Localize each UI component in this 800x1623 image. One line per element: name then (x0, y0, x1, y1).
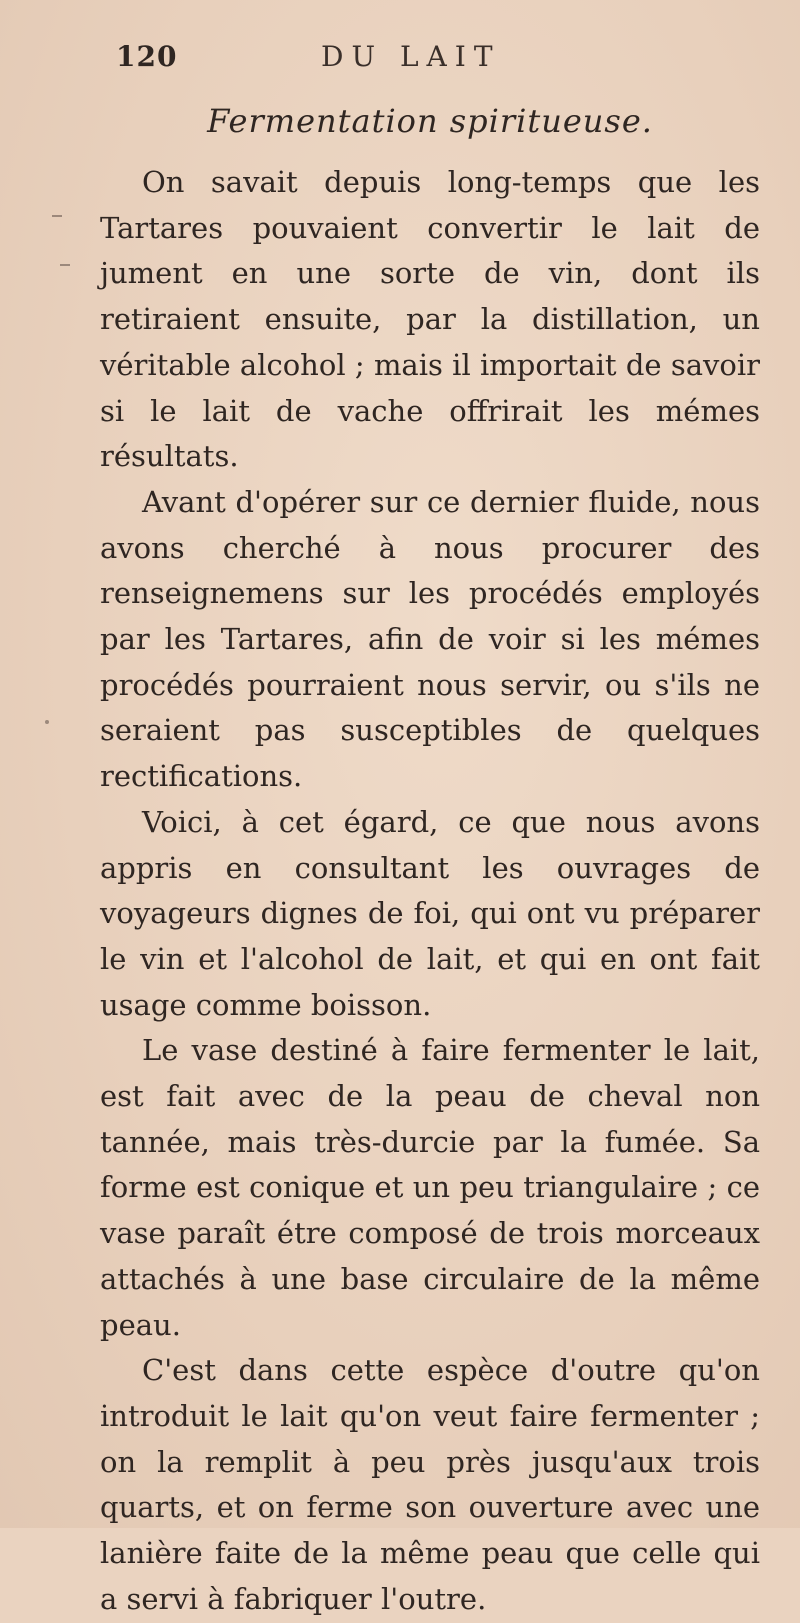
running-head (116, 40, 716, 80)
margin-mark (52, 215, 62, 217)
body-text (100, 160, 760, 1623)
page-number: 120 (116, 40, 178, 73)
paragraph-2: Avant d'opérer sur ce dernier fluide, nous avons cherché à nous procurer des renseignemens sur les procédés employés par les Tartares, afin de voir si les mémes procédés pourraient nous servir, ou s'ils ne seraient pas susceptibles de quelques rectifications. (100, 484, 760, 794)
paragraph-1: On savait depuis long-temps que les Tartares pouvaient convertir le lait de jument en une sorte de vin, dont ils retiraient ensuite, par la distillation, un véritable alcohol ; mais il importait de savoir si le lait de vache offrirait les mémes résultats. (100, 165, 760, 474)
paragraph-5: C'est dans cette espèce d'outre qu'on introduit le lait qu'on veut faire fermenter ; on la remplit à peu près jusqu'aux trois quarts, et on ferme son ouverture avec une lanière faite de la même peau que celle qui a servi à fabriquer l'outre. (100, 1353, 760, 1616)
paragraph-4: Le vase destiné à faire fermenter le lait, est fait avec de la peau de cheval non tannée, mais très-durcie par la fumée. Sa forme est conique et un peu triangulaire ; ce vase paraît étre composé de trois morceaux attachés à une base circulaire de la même peau. (100, 1033, 760, 1342)
paragraph-3: Voici, à cet égard, ce que nous avons appris en consultant les ouvrages de voyageurs dignes de foi, qui ont vu préparer le vin et l'alcohol de lait, et qui en ont fait usage comme boisson. (100, 804, 760, 1022)
section-title: Fermentation spiritueuse. (207, 102, 653, 140)
margin-mark (45, 720, 49, 724)
running-title: DU LAIT (321, 40, 501, 73)
margin-mark (60, 264, 70, 266)
